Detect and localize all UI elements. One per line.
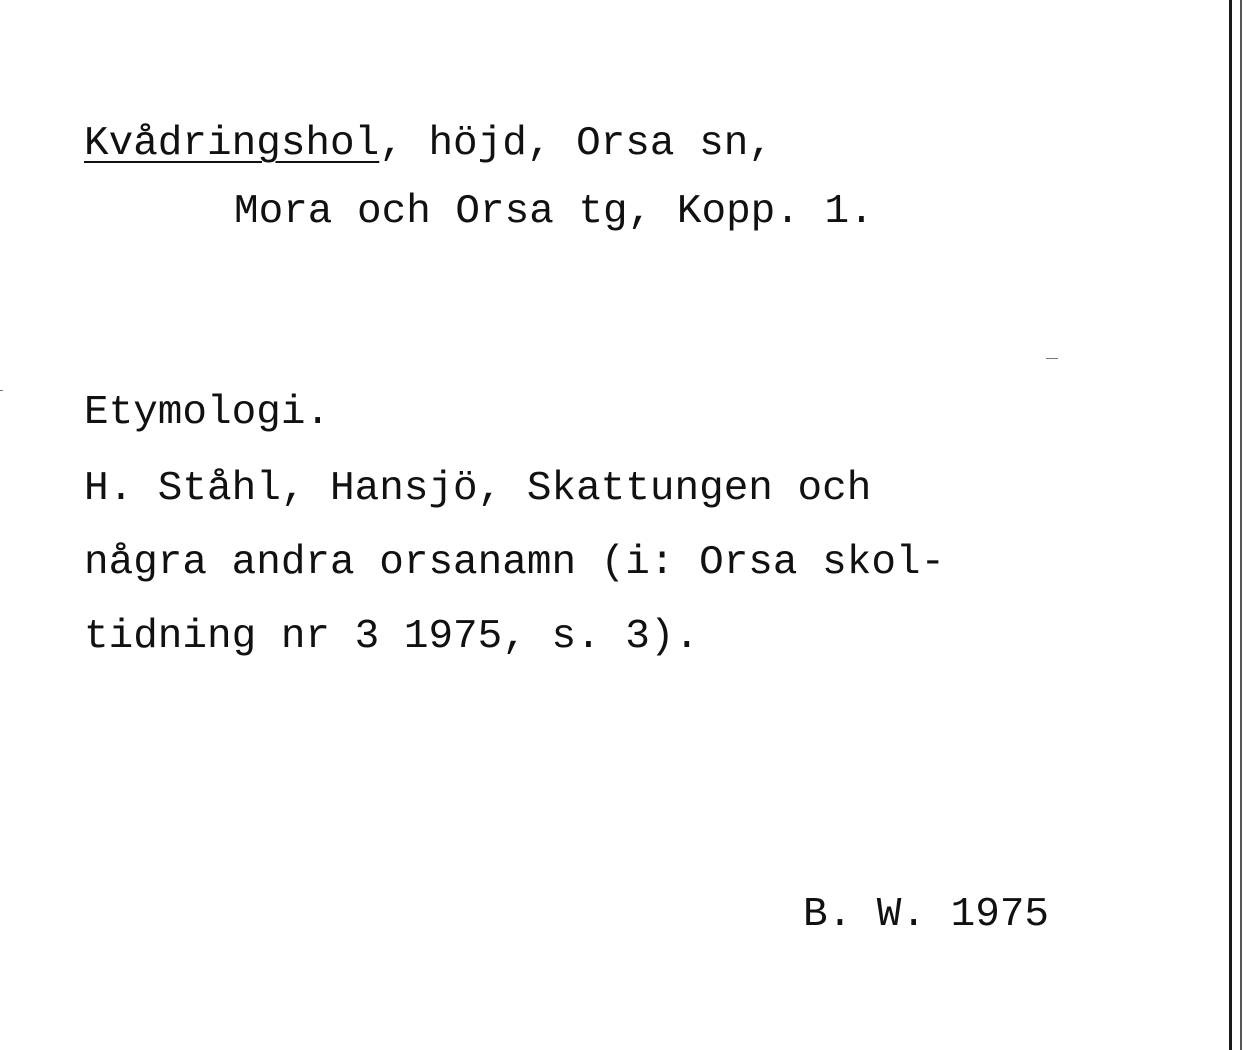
headword: Kvådringshol — [84, 121, 380, 167]
body-line-2: några andra orsanamn (i: Orsa skol- — [84, 540, 946, 586]
body-line-1: H. Ståhl, Hansjö, Skattungen och — [84, 466, 872, 512]
card-right-edge-shadow — [1240, 0, 1242, 1050]
scan-speck — [1046, 358, 1058, 359]
heading-line-1 — [84, 121, 773, 167]
scan-speck — [0, 390, 3, 391]
heading-details: , höjd, Orsa sn, — [379, 121, 773, 167]
card-right-edge — [1229, 0, 1232, 1050]
heading-line-2: Mora och Orsa tg, Kopp. 1. — [234, 189, 874, 235]
body-line-3: tidning nr 3 1975, s. 3). — [84, 614, 700, 660]
signature: B. W. 1975 — [803, 892, 1050, 938]
section-label: Etymologi. — [84, 390, 331, 436]
